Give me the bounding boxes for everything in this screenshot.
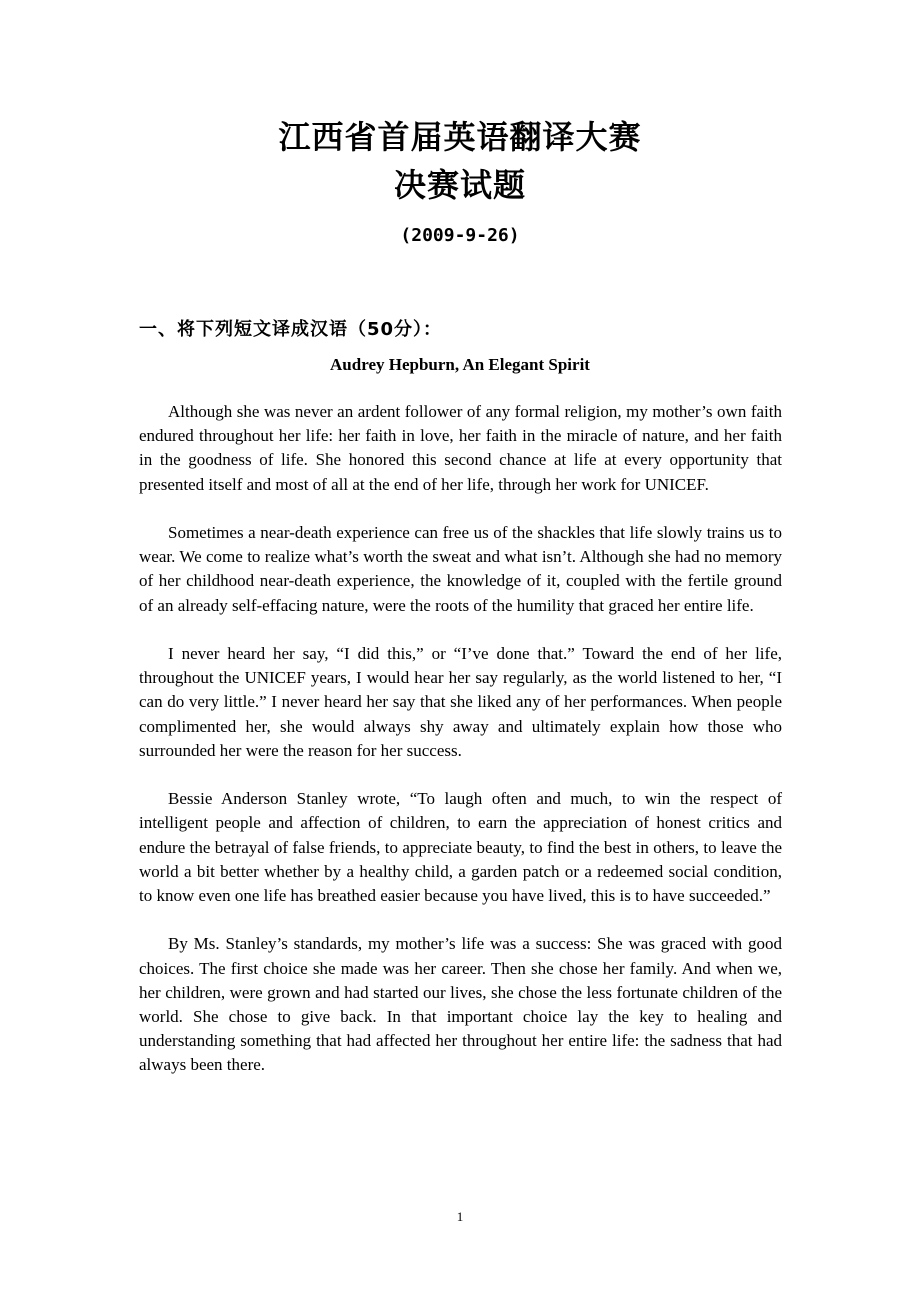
- paragraph-3: I never heard her say, “I did this,” or “I’ve done that.” Toward the end of her life, throughout the UNICEF years, I would hear her say regularly, as the world listened to her, “I can do very little.” I never heard her say that she liked any of her performances. When people complimented her, she would always shy away and ultimately explain how those who surrounded her were the reason for her success.: [139, 644, 782, 760]
- passage-title: Audrey Hepburn, An Elegant Spirit: [330, 355, 590, 374]
- paragraph-1: Although she was never an ardent follower of any formal religion, my mother’s own faith endured throughout her life: her faith in love, her faith in the miracle of nature, and her faith in the goodness of life. She honored this second chance at life at every opportunity that presented itself and most of all at the end of her life, through her work for UNICEF.: [139, 402, 782, 494]
- exam-date: (2009-9-26): [400, 225, 520, 246]
- section-heading: 一、将下列短文译成汉语（50分）：: [139, 319, 443, 340]
- paragraph-4: Bessie Anderson Stanley wrote, “To laugh often and much, to win the respect of intelligent people and affection of children, to earn the appreciation of honest critics and endure the betrayal of false friends, to appreciate beauty, to find the best in others, to leave the world a bit better whether by a healthy child, a garden patch or a redeemed social condition, to know even one life has breathed easier because you have lived, this is to have succeeded.”: [139, 789, 782, 906]
- document-subtitle: 决赛试题: [393, 166, 526, 204]
- paragraph-2: Sometimes a near-death experience can free us of the shackles that life slowly trains us to wear. We come to realize what’s worth the sweat and what isn’t. Although she had no memory of her childhood near-death experience, the knowledge of it, coupled with the fertile ground of an already self-effacing nature, were the roots of the humility that graced her entire life.: [139, 523, 782, 615]
- page-number: 1: [456, 1209, 464, 1224]
- document-title: 江西省首届英语翻译大赛: [278, 118, 642, 156]
- passage-body: [139, 400, 782, 1102]
- paragraph-5: By Ms. Stanley’s standards, my mother’s life was a success: She was graced with good choices. The first choice she made was her career. Then she chose her family. And when we, her children, were grown and had started our lives, she chose the less fortunate children of the world. She chose to give back. In that important choice lay the key to healing and understanding something that had affected her throughout her entire life: the sadness that had always been there.: [139, 934, 782, 1075]
